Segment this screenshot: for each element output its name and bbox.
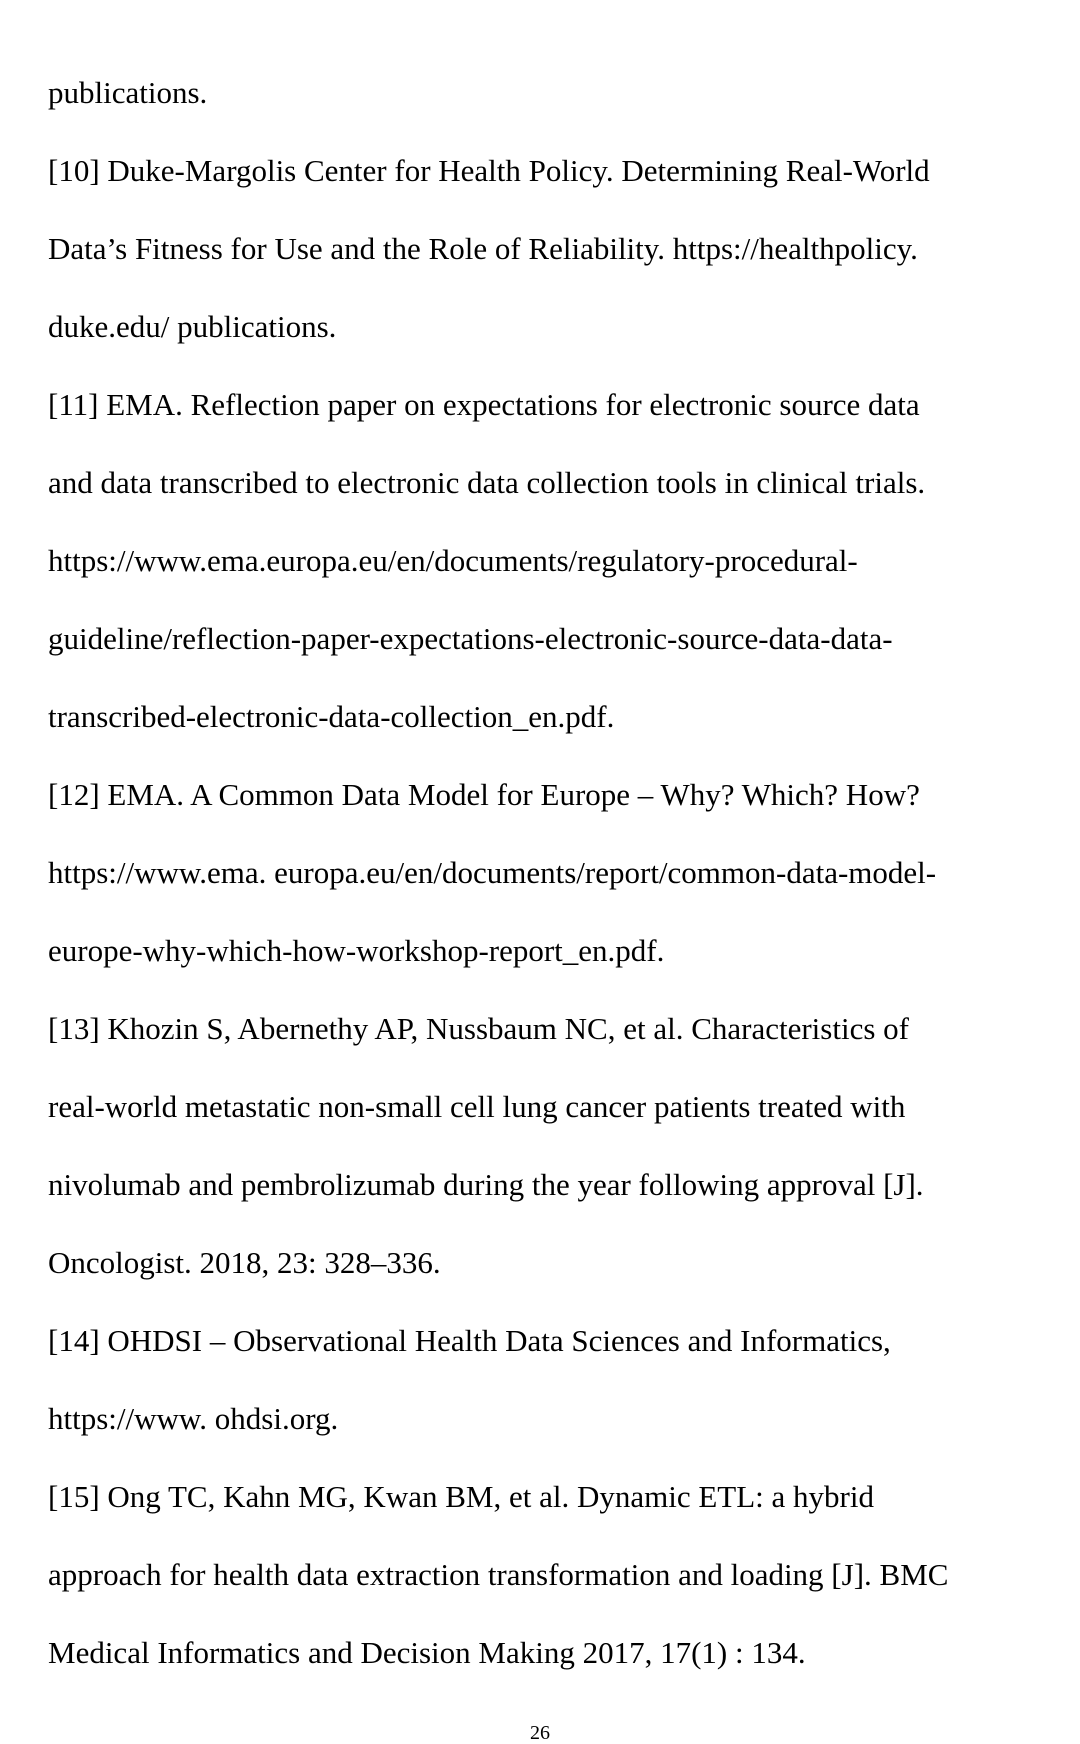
- reference-line: Data’s Fitness for Use and the Role of Reliability. https://healthpolicy.: [48, 231, 918, 266]
- reference-line: Medical Informatics and Decision Making 2017, 17(1) : 134.: [48, 1635, 806, 1670]
- reference-line: europe-why-which-how-workshop-report_en.pdf.: [48, 933, 665, 968]
- reference-line: [12] EMA. A Common Data Model for Europe – Why? Which? How?: [48, 777, 920, 812]
- reference-line: [10] Duke-Margolis Center for Health Policy. Determining Real-World: [48, 153, 930, 188]
- reference-line: guideline/reflection-paper-expectations-electronic-source-data-data-: [48, 621, 893, 656]
- reference-line: nivolumab and pembrolizumab during the year following approval [J].: [48, 1167, 924, 1202]
- reference-line: [14] OHDSI – Observational Health Data Sciences and Informatics,: [48, 1323, 891, 1358]
- reference-line: and data transcribed to electronic data collection tools in clinical trials.: [48, 465, 926, 500]
- reference-list: [48, 54, 1048, 1692]
- reference-line: real-world metastatic non-small cell lung cancer patients treated with: [48, 1089, 906, 1124]
- reference-line: Oncologist. 2018, 23: 328–336.: [48, 1245, 441, 1280]
- reference-line: https://www.ema.europa.eu/en/documents/regulatory-procedural-: [48, 543, 858, 578]
- reference-line: https://www.ema. europa.eu/en/documents/report/common-data-model-: [48, 855, 937, 890]
- reference-line: duke.edu/ publications.: [48, 309, 337, 344]
- reference-line: [13] Khozin S, Abernethy AP, Nussbaum NC, et al. Characteristics of: [48, 1011, 909, 1046]
- reference-line: https://www. ohdsi.org.: [48, 1401, 339, 1436]
- page-number: 26: [530, 1722, 550, 1744]
- reference-line: [11] EMA. Reflection paper on expectations for electronic source data: [48, 387, 920, 422]
- reference-line: [15] Ong TC, Kahn MG, Kwan BM, et al. Dynamic ETL: a hybrid: [48, 1479, 874, 1514]
- reference-line: transcribed-electronic-data-collection_en.pdf.: [48, 699, 615, 734]
- reference-line: publications.: [48, 75, 208, 110]
- reference-line: approach for health data extraction transformation and loading [J]. BMC: [48, 1557, 949, 1592]
